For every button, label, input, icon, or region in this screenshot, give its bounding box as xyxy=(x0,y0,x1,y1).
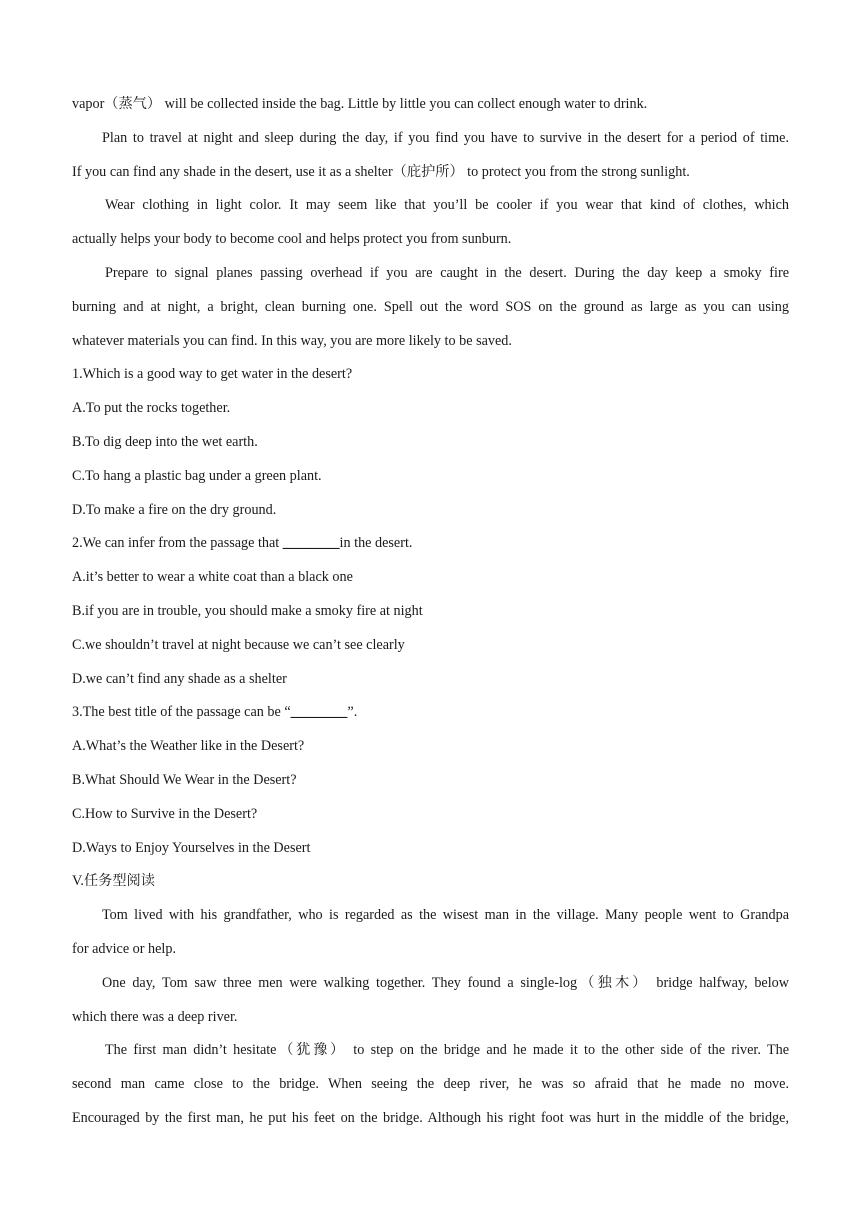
q3-option-d: D.Ways to Enjoy Yourselves in the Desert xyxy=(72,839,311,856)
section-heading: V.任务型阅读 xyxy=(72,873,155,890)
q2-text-pre: 2.We can infer from the passage that xyxy=(72,535,283,552)
q2-option-d: D.we can’t find any shade as a shelter xyxy=(72,670,287,687)
document-page xyxy=(72,88,789,1136)
question-1 xyxy=(72,358,789,527)
paragraph-line: burning and at night, a bright, clean burning one. Spell out the word SOS on the ground as large as you can using xyxy=(72,298,789,315)
q2-option-b: B.if you are in trouble, you should make a smoky fire at night xyxy=(72,602,423,619)
q3-option-a: A.What’s the Weather like in the Desert? xyxy=(72,738,305,755)
q2-option-c: C.we shouldn’t travel at night because we can’t see clearly xyxy=(72,636,405,653)
paragraph-line: Prepare to signal planes passing overhead if you are caught in the desert. During the day keep a smoky fire xyxy=(105,264,789,281)
paragraph-line: whatever materials you can find. In this way, you are more likely to be saved. xyxy=(72,332,512,349)
q2-blank: ________ xyxy=(282,535,340,552)
q3-text-post: ”. xyxy=(347,704,358,721)
q1-option-b: B.To dig deep into the wet earth. xyxy=(72,433,258,450)
q3-blank: ________ xyxy=(290,704,348,721)
q2-option-a: A.it’s better to wear a white coat than a black one xyxy=(72,569,353,586)
paragraph-line: Encouraged by the first man, he put his feet on the bridge. Although his right foot was hurt in the middle of the bridge, xyxy=(72,1109,789,1126)
passage-2 xyxy=(72,899,789,1136)
q3-text-pre: 3.The best title of the passage can be “ xyxy=(72,704,291,721)
question-2-text xyxy=(72,527,789,561)
q3-option-c: C.How to Survive in the Desert? xyxy=(72,805,258,822)
q2-text-post: in the desert. xyxy=(339,535,413,552)
paragraph-line: which there was a deep river. xyxy=(72,1008,238,1025)
paragraph-line: vapor（蒸气） will be collected inside the bag. Little by little you can collect enough water to drink. xyxy=(72,96,648,112)
paragraph-line: If you can find any shade in the desert, use it as a shelter（庇护所） to protect you from the strong sunlight. xyxy=(72,163,690,180)
q1-option-a: A.To put the rocks together. xyxy=(72,400,231,417)
paragraph-line: One day, Tom saw three men were walking together. They found a single-log（独木） bridge halfway, below xyxy=(102,974,789,991)
question-3 xyxy=(72,696,789,865)
paragraph-line: second man came close to the bridge. When seeing the deep river, he was so afraid that he made no move. xyxy=(72,1076,789,1093)
paragraph-line: actually helps your body to become cool and helps protect you from sunburn. xyxy=(72,231,512,248)
paragraph-line: Plan to travel at night and sleep during the day, if you find you have to survive in the desert for a period of time. xyxy=(102,129,789,146)
q1-option-c: C.To hang a plastic bag under a green plant. xyxy=(72,467,322,484)
passage-end xyxy=(72,88,789,358)
q1-option-d: D.To make a fire on the dry ground. xyxy=(72,501,277,518)
paragraph-line: Tom lived with his grandfather, who is regarded as the wisest man in the village. Many people went to Grandpa xyxy=(102,907,789,924)
q3-option-b: B.What Should We Wear in the Desert? xyxy=(72,771,297,788)
paragraph-line: for advice or help. xyxy=(72,940,176,957)
question-2 xyxy=(72,527,789,696)
question-3-text xyxy=(72,696,789,730)
question-1-text: 1.Which is a good way to get water in the desert? xyxy=(72,366,353,383)
paragraph-line: Wear clothing in light color. It may seem like that you’ll be cooler if you wear that kind of clothes, which xyxy=(105,197,789,214)
paragraph-line: The first man didn’t hesitate（犹豫） to step on the bridge and he made it to the other side of the river. The xyxy=(105,1042,789,1059)
